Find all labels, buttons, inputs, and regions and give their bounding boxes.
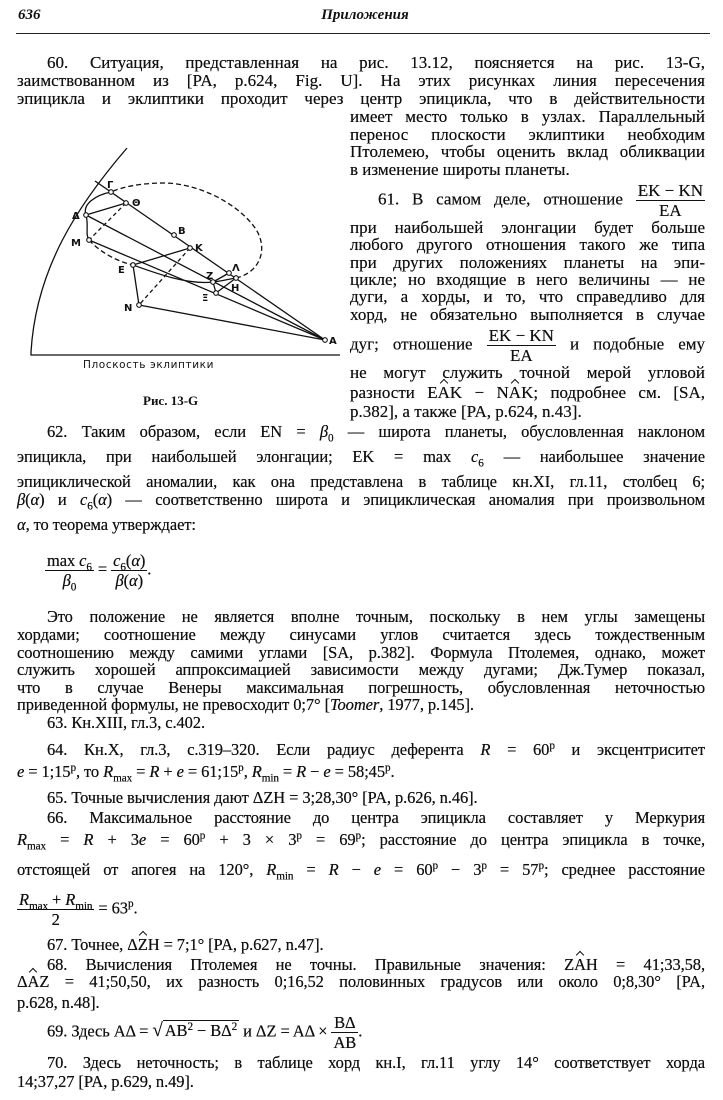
fraction-numerator (111, 551, 147, 574)
math-variable: R (266, 860, 277, 879)
math-variable: β (17, 490, 26, 509)
text-segment: 62. Таким образом, если EN = (47, 422, 320, 441)
text-segment: = (293, 860, 329, 879)
note-65-line (47, 788, 705, 808)
math-variable: e (373, 860, 382, 879)
superscript: p (127, 898, 134, 911)
point-a (323, 338, 328, 343)
note-61-line (350, 287, 705, 307)
math-variable: R (149, 762, 160, 781)
subscript: min (261, 772, 279, 785)
text-segment: 69. Здесь AΔ = (47, 1021, 153, 1041)
text-segment: , то теорема утверждает: (25, 515, 196, 534)
math-variable: R (480, 740, 491, 759)
text-segment: p.628, n.48]. (17, 993, 100, 1012)
point-xi (214, 291, 219, 296)
label-h: H (231, 283, 240, 294)
text-segment: Птолемею, чтобы оценить вклад обликвации (350, 142, 705, 161)
fraction-numerator: BΔ (331, 1013, 358, 1033)
superscript: p (384, 761, 391, 774)
math-variable: R (17, 830, 27, 849)
text-segment: . (390, 762, 395, 781)
radical-sign: √ (152, 1020, 163, 1042)
figure-caption: Рис. 13-G (143, 393, 199, 408)
text-segment: 14;37,27 [PA, p.629, n.49]. (17, 1072, 194, 1091)
text-segment: − BΔ (192, 1021, 232, 1041)
text-segment: хордами; соотношение между синусами углов считается здесь тождественным (17, 625, 705, 644)
note-70-line (47, 1053, 705, 1073)
label-b: B (178, 226, 186, 237)
note-62-line (47, 422, 705, 445)
text-segment: любого другого отношения такого же типа (350, 235, 705, 254)
math-variable: R (19, 890, 29, 909)
text-segment: − 3 (438, 860, 482, 879)
fraction-numerator: EK − KN (488, 326, 554, 345)
note-62-line (17, 490, 705, 513)
note-69-line (47, 1013, 705, 1052)
math-variable: α (30, 490, 40, 509)
superscript: p (549, 739, 555, 752)
label-m: M (71, 238, 81, 249)
note-62-line (17, 472, 705, 492)
math-variable: c (471, 447, 479, 466)
subscript: max (26, 840, 46, 853)
note-61-line (378, 181, 705, 220)
point-theta (124, 201, 129, 206)
subscript: max (113, 772, 133, 785)
math-variable: c (113, 551, 121, 570)
line-gamma-a (95, 181, 325, 340)
text-segment: эпицикла, при наибольшей элонгации; EK = max (17, 447, 472, 466)
text-segment: эпицикла и эклиптики проходит через центр эпицикла, что в действительности (17, 89, 705, 108)
note-60-line (350, 160, 705, 180)
text-segment: дуг; отношение (350, 334, 473, 354)
math-variable: R (251, 762, 262, 781)
note-62-line (17, 447, 705, 470)
superscript: p (538, 859, 544, 872)
text-segment: = (46, 830, 84, 849)
text-segment: . (133, 898, 138, 918)
note-60-line (47, 53, 705, 73)
math-variable: e (17, 762, 25, 781)
text-segment: ( (123, 571, 130, 590)
text-segment: . (147, 559, 152, 579)
note-64-line (47, 740, 705, 760)
superscript: p (481, 859, 487, 872)
text-segment: — широта планеты, обусловленная наклоном (333, 422, 705, 441)
text-segment: Δ (17, 972, 28, 991)
hat-accented-letter: A (437, 383, 450, 402)
citation-author: Toomer (329, 695, 380, 714)
text-segment: 68. Вычисления Птолемея не точны. Правильные значения: Z (47, 955, 575, 974)
subscript: 0 (70, 581, 77, 594)
math-variable: β (115, 571, 124, 590)
text-segment: — наибольшее значение (483, 447, 705, 466)
text-segment: , то (75, 762, 104, 781)
point-n (137, 303, 142, 308)
label-delta: Δ (72, 211, 80, 222)
note-62-line (17, 515, 705, 535)
text-segment: = 58;45 (330, 762, 385, 781)
label-z: Z (206, 271, 214, 282)
text-segment: + 3 × 3 (205, 830, 297, 849)
text-segment: приведенной формулы, не превосходит 0;7° [ (17, 695, 330, 714)
note-60-line (350, 142, 705, 162)
text-segment: соотношению между самими углами [SA, p.382]. Формула Птолемея, однако, может (17, 643, 705, 662)
note-62-remark-line (47, 607, 705, 627)
label-lambda: Λ (232, 263, 240, 274)
subscript: 6 (87, 500, 93, 513)
subscript: 6 (120, 561, 126, 574)
text-segment: + (159, 762, 177, 781)
text-segment: служить хорошей аппроксимацией зависимости между дугами; Дж.Тумер показал, (17, 660, 705, 679)
equals-sign: = (97, 559, 108, 579)
note-66-line (47, 808, 705, 828)
text-segment: заимствованном из [PA, p.624, Fig. U]. На этих рисунках линия пересечения (17, 71, 705, 90)
superscript: p (70, 761, 76, 774)
text-segment: 65. Точные вычисления дают ΔZH = 3;28,30° [PA, p.626, n.46]. (47, 788, 478, 807)
subscript: max (28, 900, 48, 913)
text-segment: и ΔZ = AΔ × (239, 1021, 332, 1041)
text-segment: = (132, 762, 150, 781)
note-61-line (350, 235, 705, 255)
note-66-line (17, 859, 706, 883)
note-64-line (17, 761, 705, 785)
page-number: 636 (18, 7, 41, 23)
text-segment: хорд, не обязательно выполняется в случае (350, 305, 705, 324)
fraction-numerator (45, 551, 94, 574)
fraction-numerator: EK − KN (637, 181, 704, 200)
radicand (163, 1020, 239, 1040)
math-variable: c (79, 490, 88, 509)
text-segment: что в случае Венеры максимальная погрешность, обусловленная неточностью (17, 678, 705, 697)
formula-lhs-fraction (45, 551, 94, 594)
text-segment: 63. Кн.XIII, гл.3, с.402. (47, 713, 205, 732)
text-segment: ; среднее расстояние (543, 860, 706, 879)
superscript: p (296, 829, 302, 842)
note-60-line (17, 89, 705, 109)
text-segment: = (278, 762, 297, 781)
text-segment: и эксцентриситет (554, 740, 705, 759)
square-root (152, 1020, 239, 1041)
hat-accented-letter: A (574, 955, 586, 974)
math-variable: e (323, 762, 331, 781)
math-variable: α (17, 515, 26, 534)
fraction-denominator (45, 571, 94, 594)
fraction-denominator: EA (659, 201, 682, 220)
text-segment: ) — соответственно широта и эпициклическая аномалия при произвольном (106, 490, 705, 509)
text-segment: ( (92, 490, 99, 509)
text-segment: + 3 (93, 830, 139, 849)
text-segment: = 63 (94, 898, 128, 918)
math-variable: α (98, 490, 107, 509)
superscript: 2 (231, 1021, 238, 1034)
note-67-line (47, 935, 705, 955)
point-lambda (227, 271, 232, 276)
math-variable: R (328, 860, 339, 879)
math-variable: β (319, 422, 328, 441)
epicycle-arc-dashed-lower (89, 240, 133, 265)
note-61-line (350, 383, 705, 403)
line-n-a (139, 305, 325, 340)
text-segment: и подобные ему (570, 334, 706, 354)
point-e (131, 263, 136, 268)
text-segment: + (48, 890, 66, 909)
hat-accented-letter: A (27, 972, 40, 991)
text-segment: − (306, 762, 324, 781)
text-segment: эпициклической аномалии, как она представлена в таблице кн.XI, гл.11, столбец 6; (17, 472, 705, 491)
text-segment: max (47, 551, 80, 570)
text-segment: ( (125, 551, 132, 570)
note-63-line (47, 713, 705, 733)
mean-distance-fraction (17, 890, 94, 929)
text-segment: = 1;15 (24, 762, 71, 781)
text-segment: в изменение широты планеты. (350, 160, 570, 179)
math-variable: β (62, 571, 71, 590)
text-segment: отстоящей от апогея на 120°, (17, 860, 267, 879)
text-segment: AB (164, 1021, 188, 1041)
text-segment: − (338, 860, 374, 879)
mean-distance-formula (17, 890, 317, 929)
text-segment: дуги, а хорды, и то, что справедливо для (350, 287, 705, 306)
math-variable: c (79, 551, 87, 570)
text-segment: H = 7;1° [PA, p.627, n.47]. (147, 935, 324, 954)
formula-rhs-fraction (111, 551, 147, 590)
theorem-formula (45, 551, 345, 594)
text-segment: ) и (39, 490, 80, 509)
note-60-line (350, 107, 705, 127)
text-segment: = 69 (301, 830, 356, 849)
fraction-denominator: EA (509, 346, 533, 365)
text-segment: 64. Кн.X, гл.3, с.319–320. Если радиус деферента (47, 740, 481, 759)
text-segment: имеет место только в узлах. Параллельный (350, 107, 705, 126)
note-61-line (350, 326, 706, 365)
running-title: Приложения (321, 7, 409, 23)
subscript: 6 (478, 457, 484, 470)
hat-accented-letter: A (508, 383, 522, 402)
superscript: p (238, 761, 244, 774)
note-62-remark-line (17, 660, 705, 680)
note-61-line (350, 402, 705, 422)
label-xi: Ξ (202, 293, 209, 304)
subscript: min (276, 870, 294, 883)
text-segment: не могут служить точной мерой угловой (350, 363, 705, 382)
text-segment: , 1977, p.145]. (379, 695, 474, 714)
subscript: 0 (328, 432, 334, 445)
subscript: min (75, 900, 93, 913)
note-61-line (350, 305, 705, 325)
note-61-line (350, 363, 705, 383)
superscript: 2 (187, 1021, 193, 1034)
text-segment: = 61;15 (183, 762, 239, 781)
point-delta (84, 213, 89, 218)
note-70-line (17, 1072, 705, 1092)
text-segment: 70. Здесь неточность; в таблице хорд кн.I, гл.11 углу 14° соответствует хорда (47, 1053, 705, 1072)
text-segment: 67. Точнее, Δ (47, 935, 138, 954)
text-segment: = 60 (146, 830, 200, 849)
text-segment: ) (139, 551, 146, 570)
label-e: E (118, 265, 125, 276)
fraction-denominator: 2 (51, 910, 60, 929)
text-segment: ) (137, 571, 143, 590)
line-m-a (89, 240, 325, 340)
superscript: p (432, 859, 439, 872)
label-gamma: Γ (107, 180, 114, 191)
ecliptic-plane-label: Плоскость эклиптики (83, 359, 214, 371)
text-segment: ( (25, 490, 31, 509)
hat-accented-letter: Z (137, 935, 148, 954)
text-segment: 61. В самом деле, отношение (378, 189, 623, 209)
text-segment: Это положение не является вполне точным, поскольку в нем углы замещены (47, 607, 705, 626)
text-segment: разности E (350, 383, 438, 402)
note-60-line (17, 71, 705, 91)
math-variable: α (131, 551, 140, 570)
label-k: K (195, 243, 203, 254)
math-variable: R (83, 830, 94, 849)
text-segment: 60. Ситуация, представленная на рис. 13.12, поясняется на рис. 13-G, (47, 53, 705, 72)
text-segment: Z = 41;50,50, их разность 0;16,52 половинных градусов или около 0;8,30° [PA, (39, 972, 705, 991)
label-n: N (124, 303, 133, 314)
superscript: p (355, 829, 362, 842)
text-segment: 66. Максимальное расстояние до центра эпицикла составляет у Меркурия (47, 808, 705, 827)
math-variable: e (176, 762, 184, 781)
note-66-line (17, 829, 706, 853)
text-segment: при других положениях планеты на эпи- (350, 253, 705, 272)
text-segment: K; подробнее см. [SA, (521, 383, 705, 402)
math-variable: R (103, 762, 114, 781)
ratio-fraction (487, 326, 556, 365)
label-a: A (329, 336, 337, 347)
text-segment: перенос плоскости эклиптики необходим (350, 125, 705, 144)
point-k (188, 246, 193, 251)
text-segment: H = 41;33,58, (585, 955, 705, 974)
math-variable: α (129, 571, 138, 590)
point-b (172, 233, 177, 238)
text-segment: K − N (449, 383, 509, 402)
fraction-denominator (111, 571, 147, 590)
math-variable: e (138, 830, 147, 849)
text-segment: при наибольшей элонгации будет больше (350, 218, 705, 237)
ratio-fraction (636, 181, 705, 220)
fraction-numerator (17, 890, 94, 913)
text-segment: цикле; но входящие в него величины — не (350, 270, 705, 289)
math-variable: R (296, 762, 307, 781)
math-variable: R (65, 890, 76, 909)
line-e-n (133, 265, 139, 305)
note-62-remark-line (17, 625, 705, 645)
fraction-denominator: AB (333, 1033, 357, 1052)
note-68-line (17, 993, 705, 1013)
ratio-fraction (331, 1013, 358, 1052)
point-h (234, 276, 239, 281)
superscript: p (199, 829, 206, 842)
text-segment: = 60 (490, 740, 550, 759)
note-62-remark-line (17, 695, 705, 715)
point-m (87, 238, 92, 243)
note-68-line (17, 972, 705, 992)
text-segment: ; расстояние до центра эпицикла в точке, (361, 830, 706, 849)
label-theta: Θ (132, 198, 141, 209)
text-segment: = 60 (381, 860, 433, 879)
text-segment: , (243, 762, 252, 781)
text-segment: = 57 (486, 860, 539, 879)
text-segment: . (358, 1021, 363, 1041)
line-e-k (133, 248, 190, 265)
text-segment: p.382], а также [PA, p.624, n.43]. (350, 402, 582, 421)
subscript: 6 (86, 561, 92, 574)
